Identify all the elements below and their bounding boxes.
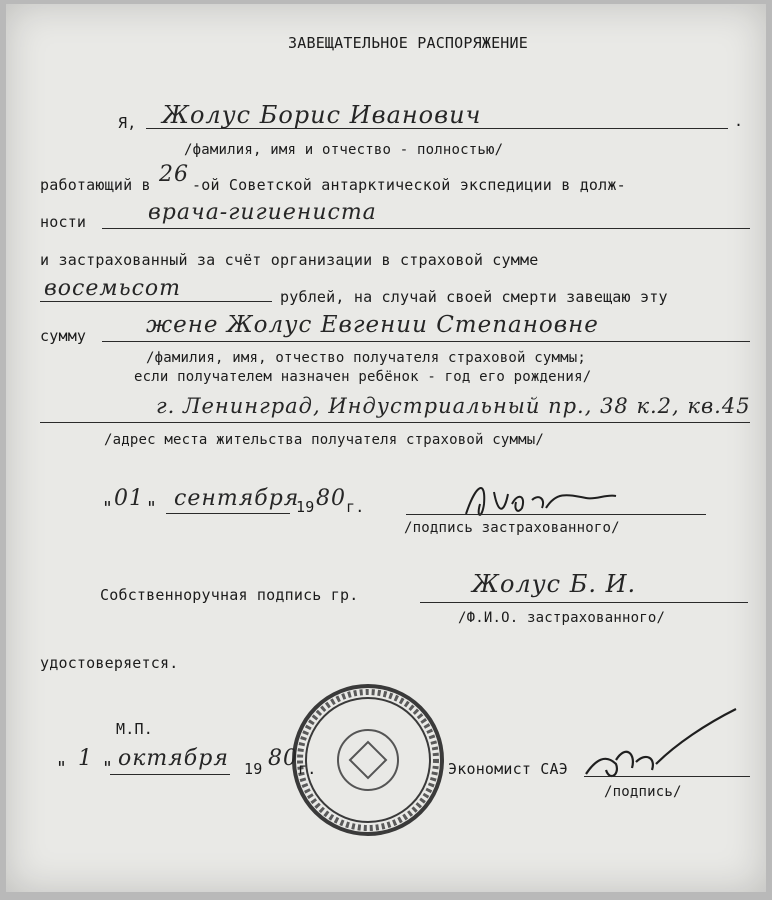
- sum-line: [40, 301, 272, 302]
- document-title: ЗАВЕЩАТЕЛЬНОЕ РАСПОРЯЖЕНИЕ: [288, 34, 528, 52]
- date1-year-suffix: г.: [346, 498, 365, 516]
- heir-prefix: сумму: [40, 327, 87, 345]
- sum-value: восемьсот: [44, 276, 182, 301]
- date1-year: 80: [316, 486, 346, 511]
- post-line: [102, 228, 750, 229]
- post-value: врача-гигиениста: [148, 200, 377, 225]
- date1-quote-open: ": [102, 498, 114, 519]
- economist-sign-line: [584, 776, 750, 777]
- address-line: [40, 422, 750, 423]
- date2-month: октября: [118, 746, 229, 771]
- date2-month-line: [110, 774, 230, 775]
- post-prefix: ности: [40, 213, 87, 231]
- address-value: г. Ленинград, Индустриальный пр., 38 к.2, кв.45: [156, 394, 751, 418]
- own-sign-label: Собственноручная подпись гр.: [100, 586, 359, 604]
- heir-hint-1: /фамилия, имя, отчество получателя страховой суммы;: [146, 350, 587, 366]
- insured-sign-hint: /подпись застрахованного/: [404, 520, 620, 536]
- date1-month: сентября: [174, 486, 300, 511]
- date1-day: 01: [114, 486, 144, 511]
- date2-quote-close: ": [102, 758, 114, 779]
- date1-month-line: [166, 513, 290, 514]
- date1-quote-close: ": [146, 498, 158, 519]
- economist-signature: [576, 704, 756, 794]
- sum-suffix: рублей, на случай своей смерти завещаю эту: [280, 288, 668, 306]
- name-line: [146, 128, 728, 129]
- fio-hint: /Ф.И.О. застрахованного/: [458, 610, 666, 626]
- date2-year: 80: [268, 746, 298, 771]
- date2-year-prefix: 19: [244, 760, 263, 778]
- date2-day: 1: [78, 746, 93, 771]
- heir-line: [102, 341, 750, 342]
- expedition-number: 26: [159, 162, 189, 187]
- heir-hint-2: если получателем назначен ребёнок - год его рождения/: [134, 369, 592, 385]
- certified-text: удостоверяется.: [40, 654, 179, 672]
- work-prefix: работающий в: [40, 176, 151, 194]
- work-suffix: -ой Советской антарктической экспедиции в долж-: [192, 176, 626, 194]
- name-hint: /фамилия, имя и отчество - полностью/: [184, 142, 504, 158]
- address-hint: /адрес места жительства получателя страховой суммы/: [104, 432, 545, 448]
- insured-sign-line: [406, 514, 706, 515]
- name-end: .: [734, 112, 744, 130]
- economist-sign-hint: /подпись/: [604, 784, 682, 800]
- insured-text: и застрахованный за счёт организации в страховой сумме: [40, 251, 539, 269]
- own-sign-line: [420, 602, 748, 603]
- date2-quote-open: ": [56, 758, 68, 779]
- mp-label: М.П.: [116, 720, 153, 738]
- date1-year-prefix: 19: [296, 498, 315, 516]
- economist-label: Экономист САЭ: [448, 760, 568, 778]
- date2-year-suffix: г.: [298, 760, 317, 778]
- own-sign-value: Жолус Б. И.: [472, 570, 637, 598]
- i-label: Я,: [118, 114, 137, 132]
- insured-signature: [446, 474, 646, 524]
- document-sheet: [6, 4, 766, 892]
- heir-value: жене Жолус Евгении Степановне: [146, 312, 599, 338]
- name-value: Жолус Борис Иванович: [162, 101, 482, 129]
